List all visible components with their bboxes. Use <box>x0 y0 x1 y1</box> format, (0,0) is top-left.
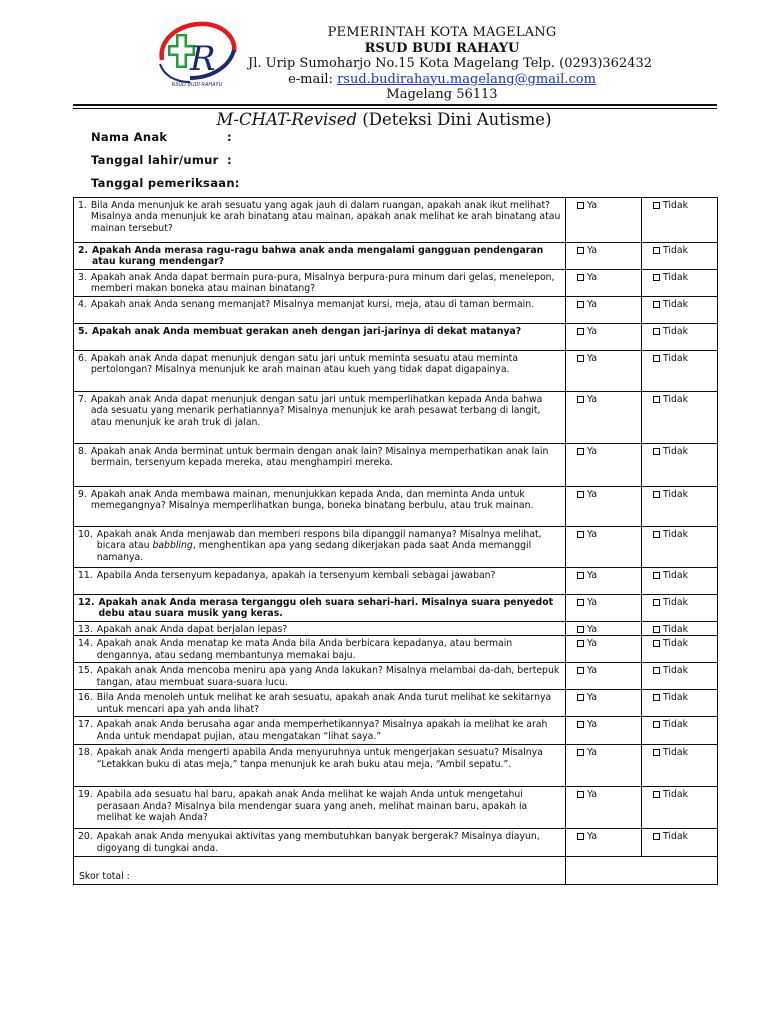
question-number: 12. <box>78 597 95 608</box>
checkbox-ya[interactable] <box>577 721 584 728</box>
question-row <box>74 444 718 487</box>
answer-ya-option[interactable] <box>566 392 642 444</box>
question-text-cell <box>74 690 566 717</box>
total-score-label: Skor total : <box>74 857 566 885</box>
question-text-cell <box>74 297 566 324</box>
answer-tidak-label: Tidak <box>663 326 688 337</box>
question-text-cell <box>74 622 566 636</box>
question-text: Apakah anak Anda merasa terganggu oleh suara sehari-hari. Misalnya suara penyedot debu atau suara musik yang keras. <box>98 597 554 620</box>
question-text: Apakah anak Anda menjawab dan memberi respons bila dipanggil namanya? Misalnya melihat, bicara atau babbling, menghentikan apa yang sedang dikerjakan pada saat Anda memanggil namanya. <box>96 529 542 563</box>
answer-tidak-label: Tidak <box>663 299 688 310</box>
hospital-logo <box>154 20 240 88</box>
answer-tidak-option[interactable] <box>642 324 718 351</box>
checkbox-ya[interactable] <box>577 599 584 606</box>
question-text: Apakah anak Anda menatap ke mata Anda bila Anda berbicara kepadanya, atau bermain dengannya, atau sedang membantunya memakai baju. <box>96 638 513 661</box>
question-text: Bila Anda menunjuk ke arah sesuatu yang agak jauh di dalam ruangan, apakah anak ikut melihat? Misalnya anda menunjuk ke arah binatang atau mainan, apakah anak melihat ke arah binatang atau mainan tersebut? <box>90 200 561 234</box>
question-text: Apakah anak Anda mencoba meniru apa yang Anda lakukan? Misalnya melambai da-dah, bertepuk tangan, atau membuat suara-suara lucu. <box>96 665 560 688</box>
checkbox-tidak[interactable] <box>653 572 660 579</box>
answer-tidak-label: Tidak <box>663 353 688 364</box>
answer-ya-option[interactable] <box>566 324 642 351</box>
checkbox-tidak[interactable] <box>653 355 660 362</box>
answer-ya-option[interactable] <box>566 829 642 857</box>
answer-ya-label: Ya <box>587 638 598 650</box>
question-text: Apakah anak Anda membawa mainan, menunjukkan kepada Anda, dan meminta Anda untuk memegangnya? Misalnya memperlihatkan bunga, boneka binatang berbulu, atau truk mainan. <box>90 489 534 512</box>
answer-ya-label: Ya <box>587 692 598 704</box>
answer-tidak-option[interactable] <box>642 717 718 745</box>
answer-ya-label: Ya <box>587 529 598 540</box>
child-name-label: Nama Anak : <box>91 130 232 144</box>
question-row <box>74 270 718 297</box>
question-text-cell <box>74 324 566 351</box>
answer-tidak-option[interactable] <box>642 636 718 663</box>
question-row <box>74 527 718 568</box>
answer-ya-label: Ya <box>587 200 598 211</box>
checkbox-ya[interactable] <box>577 531 584 538</box>
checkbox-ya[interactable] <box>577 667 584 674</box>
checkbox-tidak[interactable] <box>653 599 660 606</box>
answer-ya-option[interactable] <box>566 270 642 297</box>
checkbox-tidak[interactable] <box>653 833 660 840</box>
answer-tidak-label: Tidak <box>663 831 688 843</box>
question-text: Apakah anak Anda dapat berjalan lepas? <box>96 624 288 635</box>
checkbox-ya[interactable] <box>577 640 584 647</box>
question-row <box>74 297 718 324</box>
answer-ya-option[interactable] <box>566 444 642 487</box>
answer-ya-label: Ya <box>587 299 598 310</box>
answer-tidak-option[interactable] <box>642 351 718 392</box>
question-text: Apakah anak Anda senang memanjat? Misalnya memanjat kursi, meja, atau di taman bermain. <box>90 299 535 310</box>
checkbox-tidak[interactable] <box>653 694 660 701</box>
question-text-cell <box>74 444 566 487</box>
checkbox-ya[interactable] <box>577 355 584 362</box>
answer-tidak-label: Tidak <box>663 200 688 211</box>
answer-ya-label: Ya <box>587 272 598 283</box>
question-row <box>74 787 718 829</box>
question-row <box>74 690 718 717</box>
checkbox-ya[interactable] <box>577 833 584 840</box>
question-number: 19. <box>78 789 93 801</box>
answer-ya-label: Ya <box>587 624 598 635</box>
checkbox-tidak[interactable] <box>653 626 660 633</box>
logo-letter: R <box>190 39 216 79</box>
answer-ya-label: Ya <box>587 489 598 500</box>
question-number: 5. <box>78 326 89 337</box>
answer-ya-label: Ya <box>587 665 598 677</box>
answer-tidak-option[interactable] <box>642 297 718 324</box>
checkbox-tidak[interactable] <box>653 448 660 455</box>
question-text-cell <box>74 636 566 663</box>
form-title <box>0 110 768 129</box>
question-row <box>74 595 718 622</box>
answer-ya-option[interactable] <box>566 595 642 622</box>
checkbox-tidak[interactable] <box>653 396 660 403</box>
logo-caption: RSUD BUDI RAHAYU <box>171 82 223 88</box>
question-number: 17. <box>78 719 93 731</box>
question-number: 13. <box>78 624 93 635</box>
answer-ya-label: Ya <box>587 394 598 405</box>
question-number: 20. <box>78 831 93 843</box>
answer-tidak-label: Tidak <box>663 747 688 759</box>
answer-tidak-option[interactable] <box>642 663 718 690</box>
answer-tidak-option[interactable] <box>642 527 718 568</box>
answer-ya-option[interactable] <box>566 787 642 829</box>
answer-ya-option[interactable] <box>566 622 642 636</box>
answer-tidak-option[interactable] <box>642 392 718 444</box>
checkbox-ya[interactable] <box>577 694 584 701</box>
question-text: Apakah anak Anda mengerti apabila Anda menyuruhnya untuk mengerjakan sesuatu? Misalnya “Letakkan buku di atas meja,” tanpa menunjuk ke arah buku atau meja, “Ambil sepatu.”. <box>96 747 543 770</box>
question-text: Apakah anak Anda dapat bermain pura-pura, Misalnya berpura-pura minum dari gelas, menelepon, memberi makan boneka atau mainan binatang? <box>90 272 555 295</box>
checkbox-ya[interactable] <box>577 791 584 798</box>
question-number: 9. <box>78 489 87 500</box>
answer-ya-label: Ya <box>587 570 598 581</box>
email-link[interactable]: rsud.budirahayu.magelang@gmail.com <box>337 71 596 87</box>
answer-tidak-label: Tidak <box>663 789 688 801</box>
answer-ya-option[interactable] <box>566 636 642 663</box>
answer-tidak-option[interactable] <box>642 444 718 487</box>
answer-tidak-label: Tidak <box>663 272 688 283</box>
checkbox-ya[interactable] <box>577 491 584 498</box>
question-text-cell <box>74 243 566 270</box>
question-text-cell <box>74 829 566 857</box>
question-text: Bila Anda menoleh untuk melihat ke arah sesuatu, apakah anak Anda turut melihat ke sekitarnya untuk mencari apa yah anda lihat? <box>96 692 552 715</box>
hospital-name: RSUD BUDI RAHAYU <box>364 40 520 56</box>
question-text-cell <box>74 745 566 787</box>
checkbox-tidak[interactable] <box>653 667 660 674</box>
email-label: e-mail: <box>288 71 338 87</box>
answer-tidak-option[interactable] <box>642 745 718 787</box>
question-number: 6. <box>78 353 87 364</box>
checkbox-tidak[interactable] <box>653 328 660 335</box>
question-text-cell <box>74 487 566 527</box>
letterhead <box>248 25 653 103</box>
question-number: 18. <box>78 747 93 759</box>
answer-tidak-label: Tidak <box>663 394 688 405</box>
answer-ya-label: Ya <box>587 446 598 457</box>
answer-ya-label: Ya <box>587 831 598 843</box>
answer-tidak-option[interactable] <box>642 787 718 829</box>
answer-tidak-option[interactable] <box>642 622 718 636</box>
answer-ya-option[interactable] <box>566 717 642 745</box>
answer-tidak-label: Tidak <box>663 529 688 540</box>
birthdate-age-label: Tanggal lahir/umur : <box>91 153 232 167</box>
question-number: 11. <box>78 570 93 581</box>
answer-tidak-label: Tidak <box>663 624 688 635</box>
checkbox-tidak[interactable] <box>653 721 660 728</box>
question-text-cell <box>74 392 566 444</box>
question-text-cell <box>74 595 566 622</box>
answer-tidak-label: Tidak <box>663 719 688 731</box>
question-row <box>74 636 718 663</box>
answer-tidak-label: Tidak <box>663 489 688 500</box>
form-title-rest: (Deteksi Dini Autisme) <box>357 110 552 129</box>
answer-tidak-option[interactable] <box>642 690 718 717</box>
total-score-row <box>74 857 718 885</box>
email-line <box>248 72 636 88</box>
question-number: 10. <box>78 529 93 540</box>
question-row <box>74 622 718 636</box>
header-rule-thin <box>73 108 717 109</box>
answer-ya-option[interactable] <box>566 351 642 392</box>
checkbox-ya[interactable] <box>577 572 584 579</box>
question-row <box>74 829 718 857</box>
question-text-cell <box>74 270 566 297</box>
answer-tidak-label: Tidak <box>663 446 688 457</box>
checkbox-tidak[interactable] <box>653 247 660 254</box>
total-score-field[interactable] <box>566 857 718 885</box>
question-text-cell <box>74 527 566 568</box>
question-number: 2. <box>78 245 89 256</box>
answer-ya-option[interactable] <box>566 487 642 527</box>
answer-tidak-option[interactable] <box>642 595 718 622</box>
answer-tidak-label: Tidak <box>663 570 688 581</box>
answer-ya-option[interactable] <box>566 745 642 787</box>
checkbox-tidak[interactable] <box>653 791 660 798</box>
answer-ya-label: Ya <box>587 597 598 608</box>
answer-ya-option[interactable] <box>566 527 642 568</box>
question-row <box>74 568 718 595</box>
answer-ya-label: Ya <box>587 719 598 731</box>
answer-ya-label: Ya <box>587 747 598 759</box>
question-text-cell <box>74 787 566 829</box>
question-text: Apabila Anda tersenyum kepadanya, apakah ia tersenyum kembali sebagai jawaban? <box>96 570 496 581</box>
checkbox-tidak[interactable] <box>653 531 660 538</box>
hospital-address: Jl. Urip Sumoharjo No.15 Kota Magelang Telp. (0293)362432 <box>248 56 653 71</box>
answer-ya-label: Ya <box>587 789 598 801</box>
form-title-italic: M-CHAT-Revised <box>216 110 358 129</box>
question-text: Apakah anak Anda berminat untuk bermain dengan anak lain? Misalnya memperhatikan anak lain bermain, tersenyum kepada mereka, atau menghampiri mereka. <box>90 446 549 469</box>
checkbox-tidak[interactable] <box>653 749 660 756</box>
checkbox-ya[interactable] <box>577 396 584 403</box>
checkbox-tidak[interactable] <box>653 301 660 308</box>
question-number: 4. <box>78 299 87 310</box>
checkbox-tidak[interactable] <box>653 202 660 209</box>
checkbox-ya[interactable] <box>577 202 584 209</box>
question-row <box>74 392 718 444</box>
answer-ya-option[interactable] <box>566 243 642 270</box>
question-text-cell <box>74 717 566 745</box>
checkbox-ya[interactable] <box>577 274 584 281</box>
question-row <box>74 198 718 243</box>
questionnaire-table <box>73 197 718 885</box>
question-number: 3. <box>78 272 87 283</box>
question-text-cell <box>74 351 566 392</box>
answer-tidak-label: Tidak <box>663 597 688 608</box>
question-row <box>74 717 718 745</box>
answer-tidak-option[interactable] <box>642 270 718 297</box>
question-text-cell <box>74 568 566 595</box>
checkbox-ya[interactable] <box>577 328 584 335</box>
question-row <box>74 487 718 527</box>
question-text: Apakah anak Anda berusaha agar anda memperhetikannya? Misalnya apakah ia melihat ke arah Anda untuk mendapat pujian, atau mengatakan “lihat saya.” <box>96 719 548 742</box>
answer-tidak-option[interactable] <box>642 243 718 270</box>
question-number: 8. <box>78 446 87 457</box>
checkbox-ya[interactable] <box>577 448 584 455</box>
question-row <box>74 351 718 392</box>
checkbox-ya[interactable] <box>577 626 584 633</box>
answer-ya-option[interactable] <box>566 198 642 243</box>
answer-tidak-label: Tidak <box>663 665 688 677</box>
answer-ya-option[interactable] <box>566 568 642 595</box>
answer-ya-label: Ya <box>587 353 598 364</box>
question-text: Apabila ada sesuatu hal baru, apakah anak Anda melihat ke wajah Anda untuk mengetahui perasaan Anda? Misalnya bila mendengar suara yang aneh, melihat mainan baru, apakah ia melihat ke wajah Anda? <box>96 789 528 823</box>
question-text: Apakah anak Anda dapat menunjuk dengan satu jari untuk meminta sesuatu atau meminta pertolongan? Misalnya menunjuk ke arah mainan atau kueh yang tidak dapat digapainya. <box>90 353 519 376</box>
exam-date-label: Tanggal pemeriksaan: <box>91 176 240 190</box>
answer-ya-label: Ya <box>587 245 598 256</box>
answer-tidak-option[interactable] <box>642 829 718 857</box>
checkbox-ya[interactable] <box>577 749 584 756</box>
answer-tidak-label: Tidak <box>663 245 688 256</box>
header-rule-thick <box>73 104 717 106</box>
question-text: Apakah Anda merasa ragu-ragu bahwa anak anda mengalami gangguan pendengaran atau kurang mendengar? <box>92 245 544 268</box>
question-text: Apakah anak Anda dapat menunjuk dengan satu jari untuk memperlihatkan kepada Anda bahwa ada sesuatu yang menarik perhatiannya? Misalnya menunjuk ke arah pesawat terbang di langit, atau menunjuk ke arah truk di jalan. <box>90 394 543 428</box>
question-number: 15. <box>78 665 93 677</box>
answer-ya-label: Ya <box>587 326 598 337</box>
checkbox-ya[interactable] <box>577 247 584 254</box>
question-text-cell <box>74 198 566 243</box>
question-row <box>74 324 718 351</box>
answer-ya-option[interactable] <box>566 297 642 324</box>
checkbox-tidak[interactable] <box>653 491 660 498</box>
answer-ya-option[interactable] <box>566 663 642 690</box>
answer-tidak-option[interactable] <box>642 487 718 527</box>
question-number: 1. <box>78 200 87 211</box>
answer-tidak-label: Tidak <box>663 638 688 650</box>
question-row <box>74 745 718 787</box>
question-text: Apakah anak Anda membuat gerakan aneh dengan jari-jarinya di dekat matanya? <box>92 326 522 337</box>
answer-tidak-option[interactable] <box>642 198 718 243</box>
answer-ya-option[interactable] <box>566 690 642 717</box>
question-text: Apakah anak Anda menyukai aktivitas yang membutuhkan banyak bergerak? Misalnya diayun, digoyang di tungkai anda. <box>96 831 540 854</box>
question-number: 7. <box>78 394 87 405</box>
city-postcode: Magelang 56113 <box>386 87 498 102</box>
question-row <box>74 663 718 690</box>
checkbox-tidak[interactable] <box>653 640 660 647</box>
government-name: PEMERINTAH KOTA MAGELANG <box>327 25 557 40</box>
checkbox-ya[interactable] <box>577 301 584 308</box>
question-number: 16. <box>78 692 93 704</box>
question-row <box>74 243 718 270</box>
question-text-cell <box>74 663 566 690</box>
checkbox-tidak[interactable] <box>653 274 660 281</box>
answer-tidak-option[interactable] <box>642 568 718 595</box>
question-number: 14. <box>78 638 93 650</box>
answer-tidak-label: Tidak <box>663 692 688 704</box>
